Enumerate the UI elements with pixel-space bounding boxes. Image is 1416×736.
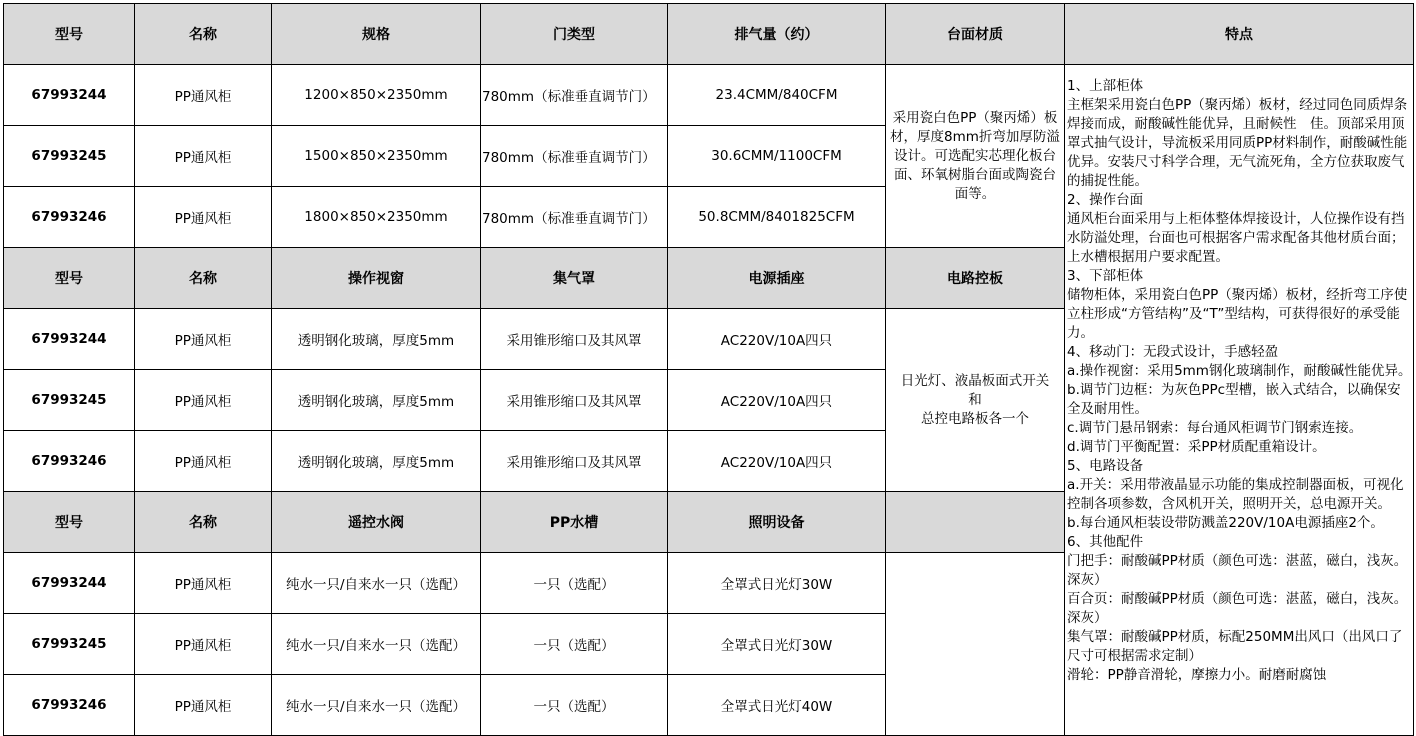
model-cell: 67993244 xyxy=(4,309,135,370)
door-cell: 780mm（标准垂直调节门） xyxy=(481,126,668,187)
header-row-1 xyxy=(4,4,1414,65)
empty-cell xyxy=(886,553,1065,736)
header-model: 型号 xyxy=(4,492,135,553)
exhaust-cell: 23.4CMM/840CFM xyxy=(668,65,886,126)
circuit-cell xyxy=(886,309,1065,492)
features-text: 1、上部柜体 主框架采用瓷白色PP（聚丙烯）板材，经过同色同质焊条焊接而成，耐酸碱性能优异，且耐候性 佳。顶部采用顶罩式抽气设计，导流板采用同质PP材料制作，耐酸碱性能优异。安装尺寸科学合理，无气流死角，全方位获取废气的捕捉性能。 2、操作台面 通风柜台面采用与上柜体整体焊接设计，人位操作设有挡水防溢处理，台面也可根据客户需求配备其他材质台面；上水槽根据用户要求配置。 3、下部柜体 储物柜体，采用瓷白色PP（聚丙烯）板材，经折弯工序使立柱形成“方管结构”及“T”型结构，可获得很好的承受能力。 4、移动门：无段式设计，手感轻盈 a.操作视窗：采用5mm钢化玻璃制作，耐酸碱性能优异。 b.调节门边框：为灰色PPc型槽，嵌入式结合，以确保安全及耐用性。 c.调节门悬吊钢索：每台通风柜调节门钢索连接。 d.调节门平衡配置：采PP材质配重箱设计。 5、电路设备 a.开关：采用带液晶显示功能的集成控制器面板，可视化控制各项参数，含风机开关，照明开关，总电源开关。 b.每台通风柜装设带防溅盖220V/10A电源插座2个。 6、其他配件 门把手：耐酸碱PP材质（颜色可选：湛蓝，磁白，浅灰。深灰） 百合页：耐酸碱PP材质（颜色可选：湛蓝，磁白，浅灰。深灰） 集气罩：耐酸碱PP材质，标配250MM出风口（出风口了尺寸可根据需求定制） 滑轮：PP静音滑轮，摩擦力小。耐磨耐腐蚀 xyxy=(1067,78,1412,683)
header-light: 照明设备 xyxy=(668,492,886,553)
header-name: 名称 xyxy=(135,4,272,65)
name-cell: PP通风柜 xyxy=(135,126,272,187)
light-cell: 全罩式日光灯30W xyxy=(668,614,886,675)
header-circuit: 电路控板 xyxy=(886,248,1065,309)
light-cell: 全罩式日光灯30W xyxy=(668,553,886,614)
circuit-line-1: 日光灯、液晶板面式开关 xyxy=(900,372,1050,389)
name-cell: PP通风柜 xyxy=(135,614,272,675)
hood-cell: 采用锥形缩口及其风罩 xyxy=(481,309,668,370)
model-cell: 67993245 xyxy=(4,126,135,187)
header-hood: 集气罩 xyxy=(481,248,668,309)
sink-cell: 一只（选配） xyxy=(481,553,668,614)
door-cell: 780mm（标准垂直调节门） xyxy=(481,187,668,248)
header-exhaust: 排气量（约） xyxy=(668,4,886,65)
valve-cell: 纯水一只/自来水一只（选配） xyxy=(272,675,481,736)
socket-cell: AC220V/10A四只 xyxy=(668,431,886,492)
sink-cell: 一只（选配） xyxy=(481,675,668,736)
window-cell: 透明钢化玻璃，厚度5mm xyxy=(272,309,481,370)
header-countertop: 台面材质 xyxy=(886,4,1065,65)
hood-cell: 采用锥形缩口及其风罩 xyxy=(481,431,668,492)
header-window: 操作视窗 xyxy=(272,248,481,309)
hood-cell: 采用锥形缩口及其风罩 xyxy=(481,370,668,431)
features-cell xyxy=(1065,65,1414,736)
valve-cell: 纯水一只/自来水一只（选配） xyxy=(272,553,481,614)
header-features: 特点 xyxy=(1065,4,1414,65)
door-cell: 780mm（标准垂直调节门） xyxy=(481,65,668,126)
sink-cell: 一只（选配） xyxy=(481,614,668,675)
spec-cell: 1500×850×2350mm xyxy=(272,126,481,187)
header-empty xyxy=(886,492,1065,553)
header-model: 型号 xyxy=(4,4,135,65)
model-cell: 67993246 xyxy=(4,675,135,736)
spec-cell: 1200×850×2350mm xyxy=(272,65,481,126)
name-cell: PP通风柜 xyxy=(135,65,272,126)
valve-cell: 纯水一只/自来水一只（选配） xyxy=(272,614,481,675)
socket-cell: AC220V/10A四只 xyxy=(668,309,886,370)
header-spec: 规格 xyxy=(272,4,481,65)
exhaust-cell: 30.6CMM/1100CFM xyxy=(668,126,886,187)
circuit-line-3: 总控电路板各一个 xyxy=(921,410,1029,427)
countertop-cell: 采用瓷白色PP（聚丙烯）板材，厚度8mm折弯加厚防溢设计。可选配实芯理化板台面、环氧树脂台面或陶瓷台面等。 xyxy=(886,65,1065,248)
name-cell: PP通风柜 xyxy=(135,431,272,492)
name-cell: PP通风柜 xyxy=(135,309,272,370)
header-name: 名称 xyxy=(135,492,272,553)
header-valve: 遥控水阀 xyxy=(272,492,481,553)
exhaust-cell: 50.8CMM/8401825CFM xyxy=(668,187,886,248)
header-model: 型号 xyxy=(4,248,135,309)
header-socket: 电源插座 xyxy=(668,248,886,309)
name-cell: PP通风柜 xyxy=(135,187,272,248)
header-door-type: 门类型 xyxy=(481,4,668,65)
spec-table xyxy=(3,3,1414,736)
table-row xyxy=(4,65,1414,126)
light-cell: 全罩式日光灯40W xyxy=(668,675,886,736)
window-cell: 透明钢化玻璃，厚度5mm xyxy=(272,431,481,492)
model-cell: 67993246 xyxy=(4,431,135,492)
name-cell: PP通风柜 xyxy=(135,370,272,431)
window-cell: 透明钢化玻璃，厚度5mm xyxy=(272,370,481,431)
name-cell: PP通风柜 xyxy=(135,675,272,736)
header-name: 名称 xyxy=(135,248,272,309)
model-cell: 67993246 xyxy=(4,187,135,248)
model-cell: 67993244 xyxy=(4,65,135,126)
model-cell: 67993245 xyxy=(4,370,135,431)
socket-cell: AC220V/10A四只 xyxy=(668,370,886,431)
circuit-line-2: 和 xyxy=(968,391,982,408)
model-cell: 67993244 xyxy=(4,553,135,614)
spec-cell: 1800×850×2350mm xyxy=(272,187,481,248)
model-cell: 67993245 xyxy=(4,614,135,675)
name-cell: PP通风柜 xyxy=(135,553,272,614)
header-sink: PP水槽 xyxy=(481,492,668,553)
